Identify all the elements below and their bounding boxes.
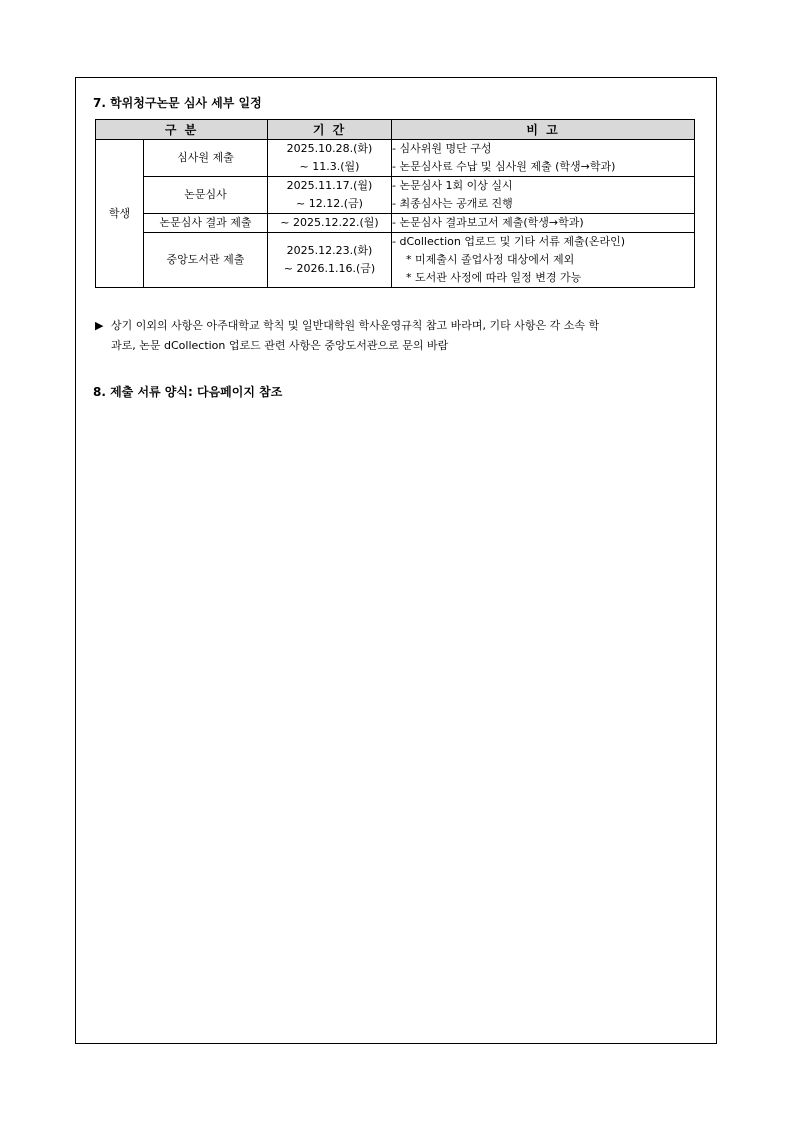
remark-line: - 최종심사는 공개로 진행 [392, 197, 513, 210]
row-period [268, 140, 392, 177]
period-line: 2025.12.23.(화) [286, 244, 373, 257]
review-schedule-table [95, 119, 695, 288]
footnote [95, 316, 701, 356]
row-item: 논문심사 결과 제출 [144, 214, 268, 233]
row-remarks [392, 140, 695, 177]
period-line: ~ 12.12.(금) [296, 197, 363, 210]
group-label: 학생 [96, 140, 144, 288]
remark-line: - 논문심사료 수납 및 심사원 제출 (학생→학과) [392, 160, 616, 173]
table-row [96, 177, 695, 214]
section-8-title: 8. 제출 서류 양식: 다음페이지 참조 [93, 385, 283, 399]
table-row [96, 233, 695, 288]
period-line: ~ 11.3.(월) [299, 160, 360, 173]
period-line: 2025.11.17.(월) [286, 179, 373, 192]
row-remarks [392, 214, 695, 233]
header-remarks: 비 고 [392, 120, 695, 140]
remark-line: - dCollection 업로드 및 기타 서류 제출(온라인) [392, 235, 626, 248]
row-period [268, 177, 392, 214]
row-item: 심사원 제출 [144, 140, 268, 177]
table-row [96, 214, 695, 233]
footnote-line: 과로, 논문 dCollection 업로드 관련 사항은 중앙도서관으로 문의 바람 [111, 339, 449, 352]
footnote-text: 상기 이외의 사항은 아주대학교 학칙 및 일반대학원 학사운영규칙 참고 바라며, 기타 사항은 각 소속 학 [111, 319, 600, 332]
row-remarks [392, 233, 695, 288]
header-category: 구 분 [96, 120, 268, 140]
section-7-title: 7. 학위청구논문 심사 세부 일정 [93, 96, 262, 110]
row-period [268, 233, 392, 288]
remark-line: - 심사위원 명단 구성 [392, 142, 492, 155]
period-line: ~ 2026.1.16.(금) [283, 262, 376, 275]
remark-line: - 논문심사 1회 이상 실시 [392, 179, 513, 192]
table-header-row [96, 120, 695, 140]
footnote-line [95, 316, 701, 336]
table-row [96, 140, 695, 177]
bullet-arrow-icon: ▶ [95, 319, 104, 332]
period-line: ~ 2025.12.22.(월) [280, 216, 379, 229]
header-period: 기 간 [268, 120, 392, 140]
remark-line: * 도서관 사정에 따라 일정 변경 가능 [406, 271, 582, 284]
period-line: 2025.10.28.(화) [286, 142, 373, 155]
row-item: 논문심사 [144, 177, 268, 214]
row-remarks [392, 177, 695, 214]
remark-line: * 미제출시 졸업사정 대상에서 제외 [406, 253, 575, 266]
row-period [268, 214, 392, 233]
remark-line: - 논문심사 결과보고서 제출(학생→학과) [392, 216, 584, 229]
row-item: 중앙도서관 제출 [144, 233, 268, 288]
